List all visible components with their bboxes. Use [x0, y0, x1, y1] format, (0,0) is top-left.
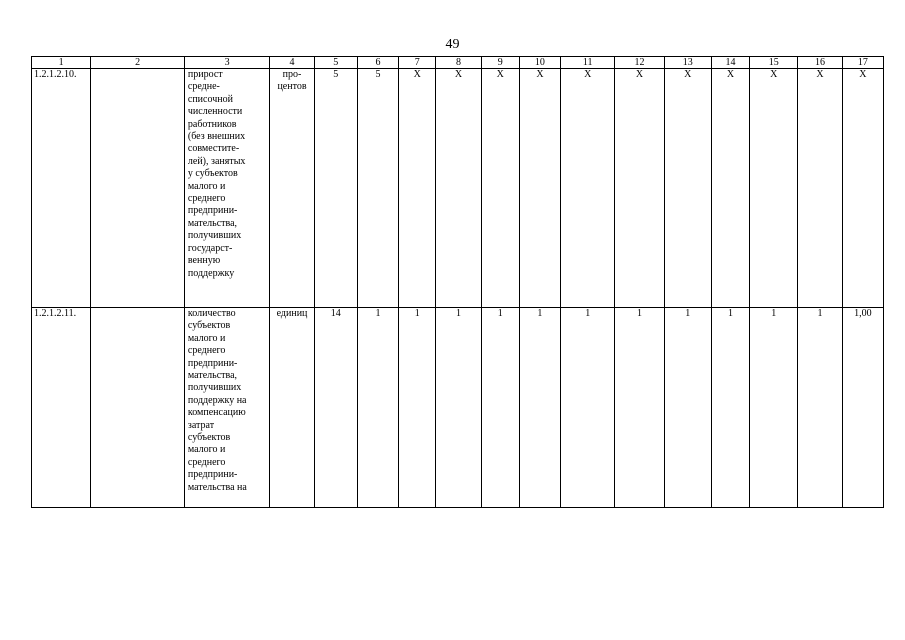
description-line: государст- [187, 242, 233, 254]
description-line: лей), занятых [187, 155, 246, 167]
row-description [184, 308, 270, 508]
row-code: 1.2.1.2.10. [32, 69, 91, 308]
value-cell-col-6: 1 [357, 308, 398, 508]
column-header-2: 2 [91, 57, 185, 69]
column-header-1: 1 [32, 57, 91, 69]
column-header-6: 6 [357, 57, 398, 69]
description-line: получивших [187, 230, 242, 242]
description-line: совместите- [187, 143, 240, 155]
data-table [31, 56, 884, 508]
description-line: малого и [187, 332, 226, 344]
value-cell-col-16: X [798, 69, 842, 308]
description-line: среднего [187, 193, 226, 205]
description-line: компенсацию [187, 407, 246, 419]
value-cell-col-9: X [481, 69, 519, 308]
description-line: мательства, [187, 217, 238, 229]
value-cell-col-12: X [615, 69, 664, 308]
description-line: получивших [187, 382, 242, 394]
page-number: 49 [445, 37, 460, 52]
description-line: мательства на [187, 481, 247, 493]
table-row [32, 69, 884, 308]
description-line: численности [187, 106, 243, 118]
description-line: мательства, [187, 370, 238, 382]
value-cell-col-7: X [399, 69, 436, 308]
value-cell-col-15: X [750, 69, 798, 308]
description-line: работников [187, 118, 237, 130]
description-line: поддержку [187, 267, 235, 279]
row-col2 [91, 69, 185, 308]
description-line: среднего [187, 456, 226, 468]
value-cell-col-17: 1,00 [842, 308, 883, 508]
value-cell-col-16: 1 [798, 308, 842, 508]
unit-line: про- [282, 69, 302, 80]
row-description [184, 69, 270, 308]
description-line: количество [187, 308, 236, 319]
value-cell-col-11: 1 [561, 308, 615, 508]
value-cell-col-5: 14 [314, 308, 357, 508]
column-header-3: 3 [184, 57, 270, 69]
column-header-12: 12 [615, 57, 664, 69]
table-row [32, 308, 884, 508]
value-cell-col-10: 1 [519, 308, 560, 508]
row-col2 [91, 308, 185, 508]
column-header-14: 14 [711, 57, 749, 69]
value-cell-col-10: X [519, 69, 560, 308]
row-unit [270, 69, 314, 308]
value-cell-col-13: 1 [664, 308, 711, 508]
value-cell-col-6: 5 [357, 69, 398, 308]
row-unit [270, 308, 314, 508]
description-line: предприни- [187, 357, 238, 369]
unit-line: центов [277, 81, 307, 93]
value-cell-col-11: X [561, 69, 615, 308]
column-header-5: 5 [314, 57, 357, 69]
description-line: малого и [187, 180, 226, 192]
description-line: предприни- [187, 469, 238, 481]
value-cell-col-9: 1 [481, 308, 519, 508]
description-line: прирост [187, 69, 223, 80]
column-header-17: 17 [842, 57, 883, 69]
value-cell-col-13: X [664, 69, 711, 308]
row-code: 1.2.1.2.11. [32, 308, 91, 508]
value-cell-col-8: 1 [436, 308, 481, 508]
value-cell-col-5: 5 [314, 69, 357, 308]
description-line: списочной [187, 93, 233, 105]
column-header-11: 11 [561, 57, 615, 69]
value-cell-col-14: 1 [711, 308, 749, 508]
column-header-16: 16 [798, 57, 842, 69]
column-header-9: 9 [481, 57, 519, 69]
description-line: (без внешних [187, 131, 246, 143]
description-line: поддержку на [187, 394, 247, 406]
description-line: субъектов [187, 320, 231, 332]
description-line: субъектов [187, 432, 231, 444]
value-cell-col-17: X [842, 69, 883, 308]
column-header-7: 7 [399, 57, 436, 69]
value-cell-col-7: 1 [399, 308, 436, 508]
column-header-15: 15 [750, 57, 798, 69]
value-cell-col-14: X [711, 69, 749, 308]
header-row [32, 57, 884, 69]
description-line: у субъектов [187, 168, 238, 180]
description-line: предприни- [187, 205, 238, 217]
column-header-4: 4 [270, 57, 314, 69]
description-line: малого и [187, 444, 226, 456]
description-line: затрат [187, 419, 215, 431]
description-line: венную [187, 255, 221, 267]
unit-line: единиц [276, 308, 308, 319]
value-cell-col-12: 1 [615, 308, 664, 508]
description-line: среднего [187, 345, 226, 357]
value-cell-col-8: X [436, 69, 481, 308]
value-cell-col-15: 1 [750, 308, 798, 508]
column-header-13: 13 [664, 57, 711, 69]
description-line: средне- [187, 81, 220, 93]
column-header-10: 10 [519, 57, 560, 69]
column-header-8: 8 [436, 57, 481, 69]
